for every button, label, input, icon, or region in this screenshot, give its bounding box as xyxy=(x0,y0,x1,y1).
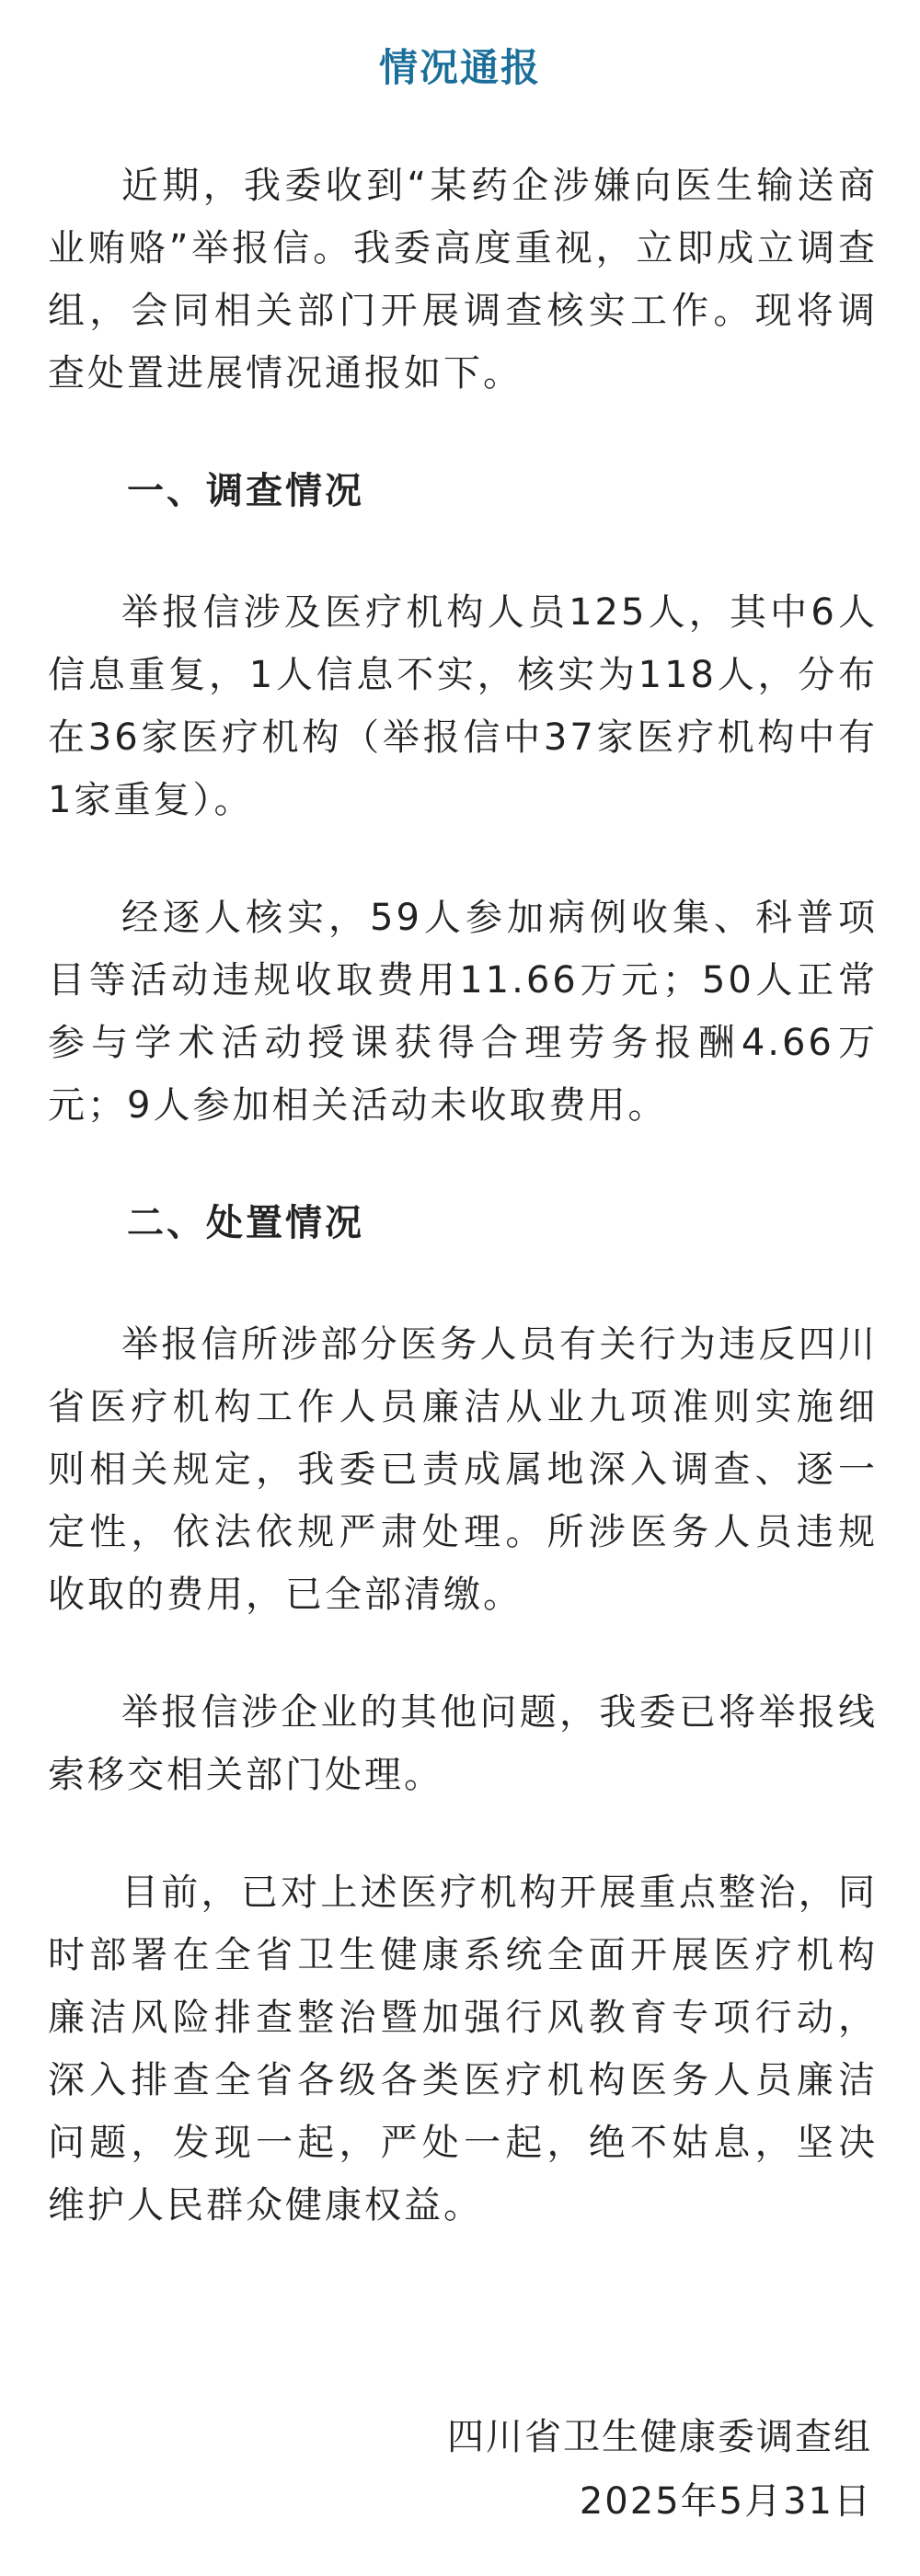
investigation-paragraph-2: 经逐人核实，59人参加病例收集、科普项目等活动违规收取费用11.66万元；50人正常参与学术活动授课获得合理劳务报酬4.66万元；9人参加相关活动未收取费用。 xyxy=(48,897,878,1127)
signature-organization: 四川省卫生健康委调查组 xyxy=(447,2416,872,2458)
notice-title: 情况通报 xyxy=(378,45,541,90)
investigation-paragraph-1: 举报信涉及医疗机构人员125人，其中6人信息重复，1人信息不实，核实为118人，分布在36家医疗机构（举报信中37家医疗机构中有1家重复）。 xyxy=(48,591,878,821)
disposal-paragraph-2: 举报信涉企业的其他问题，我委已将举报线索移交相关部门处理。 xyxy=(48,1691,878,1796)
disposal-paragraph-1: 举报信所涉部分医务人员有关行为违反四川省医疗机构工作人员廉洁从业九项准则实施细则相关规定，我委已责成属地深入调查、逐一定性，依法依规严肃处理。所涉医务人员违规收取的费用，已全部清缴。 xyxy=(48,1323,878,1616)
signature-date: 2025年5月31日 xyxy=(579,2480,872,2523)
section-heading-investigation: 一、调查情况 xyxy=(127,470,364,512)
section-heading-disposal: 二、处置情况 xyxy=(127,1202,364,1244)
disposal-paragraph-3: 目前，已对上述医疗机构开展重点整治，同时部署在全省卫生健康系统全面开展医疗机构廉洁风险排查整治暨加强行风教育专项行动，深入排查全省各级各类医疗机构医务人员廉洁问题，发现一起，严处一起，绝不姑息，坚决维护人民群众健康权益。 xyxy=(48,1872,878,2227)
intro-paragraph: 近期，我委收到“某药企涉嫌向医生输送商业贿赂”举报信。我委高度重视，立即成立调查组，会同相关部门开展调查核实工作。现将调查处置进展情况通报如下。 xyxy=(48,165,878,395)
